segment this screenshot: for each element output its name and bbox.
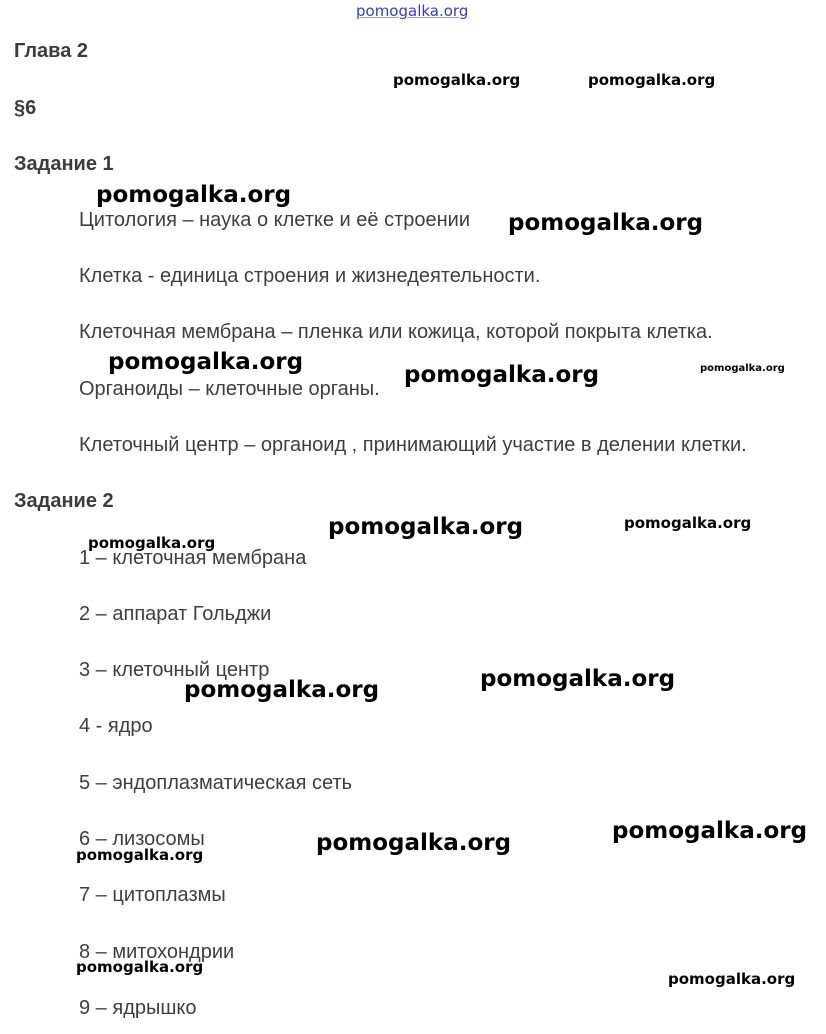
task1-definition: Клеточный центр – органоид , принимающий участие в делении клетки. [79,434,747,456]
watermark: pomogalka.org [508,210,704,236]
task1-definition: Цитология – наука о клетке и её строении [79,209,470,231]
task2-item: 6 – лизосомы [79,828,205,850]
watermark: pomogalka.org [700,363,785,374]
watermark: pomogalka.org [316,830,512,856]
task2-item: 1 – клеточная мембрана [79,547,307,569]
task2-item: 8 – митохондрии [79,941,235,963]
paragraph-number: §6 [14,97,37,119]
task1-definition: Клетка - единица строения и жизнедеятельности. [79,265,541,287]
task2-item: 7 – цитоплазмы [79,884,226,906]
watermark-link[interactable]: pomogalka.org [356,2,469,20]
task2-item: 3 – клеточный центр [79,659,270,681]
watermark: pomogalka.org [88,534,216,552]
task2-title: Задание 2 [14,490,114,512]
task2-item: 9 – ядрышко [79,997,197,1019]
chapter-title: Глава 2 [14,40,89,62]
task1-definition: Клеточная мембрана – пленка или кожица, которой покрыта клетка. [79,321,713,343]
watermark: pomogalka.org [404,362,600,388]
watermark: pomogalka.org [624,514,752,532]
watermark: pomogalka.org [668,970,796,988]
watermark: pomogalka.org [393,71,521,89]
watermark: pomogalka.org [612,818,808,844]
watermark: pomogalka.org [108,349,304,375]
watermark: pomogalka.org [184,677,380,703]
watermark: pomogalka.org [96,182,292,208]
task1-title: Задание 1 [14,153,114,175]
task2-item: 4 - ядро [79,715,153,737]
watermark: pomogalka.org [76,846,204,864]
watermark: pomogalka.org [76,958,204,976]
watermark: pomogalka.org [328,514,524,540]
watermark: pomogalka.org [480,666,676,692]
task2-item: 2 – аппарат Гольджи [79,603,272,625]
task1-definition: Органоиды – клеточные органы. [79,378,380,400]
task2-item: 5 – эндоплазматическая сеть [79,772,353,794]
watermark: pomogalka.org [588,71,716,89]
